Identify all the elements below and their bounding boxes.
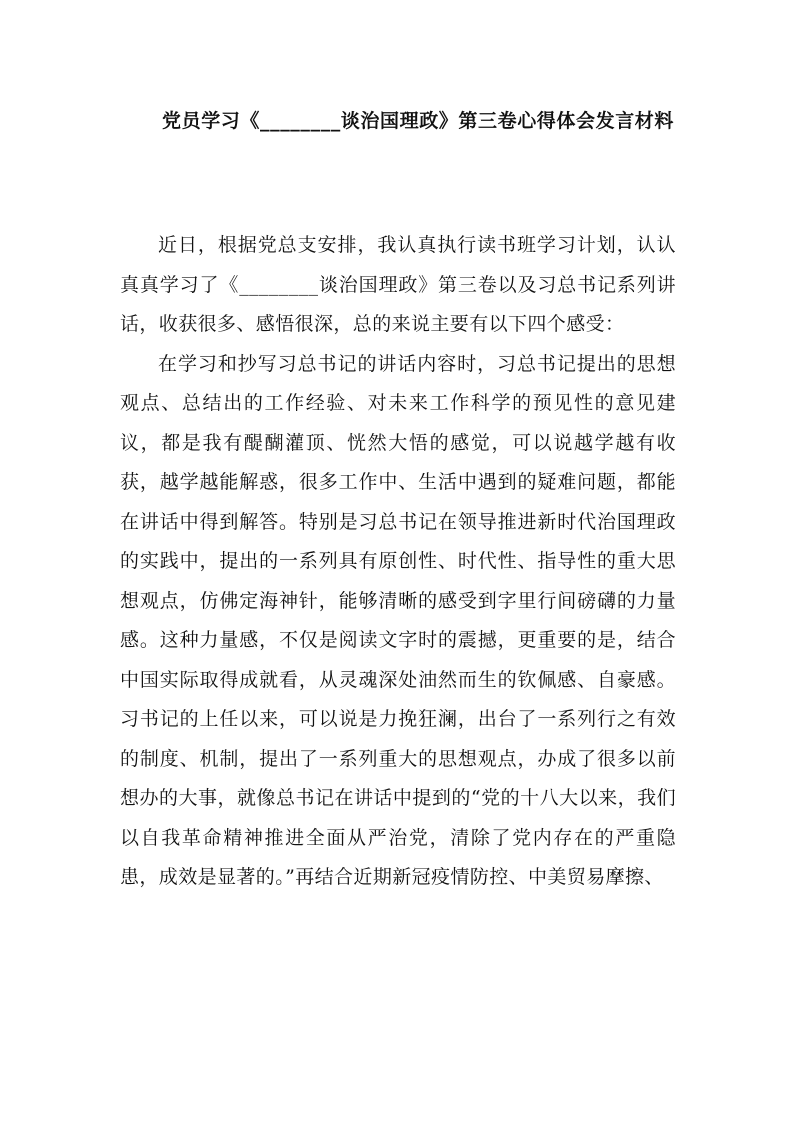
document-title: 党员学习《________谈治国理政》第三卷心得体会发言材料 (162, 110, 675, 132)
paragraph-reflection: 在学习和抄写习总书记的讲话内容时，习总书记提出的思想观点、总结出的工作经验、对未来工作科学的预见性的意见建议，都是我有醍醐灌顶、恍然大悟的感觉，可以说越学越有收获，越学越能解惑，很多工作中、生活中遇到的疑难问题，都能在讲话中得到解答。特别是习总书记在领导推进新时代治国理政的实践中，提出的一系列具有原创性、时代性、指导性的重大思想观点，仿佛定海神针，能够清晰的感受到字里行间磅礴的力量感。这种力量感，不仅是阅读文字时的震撼，更重要的是，结合中国实际取得成就看，从灵魂深处油然而生的钦佩感、自豪感。习书记的上任以来，可以说是力挽狂澜，出台了一系列行之有效的制度、机制，提出了一系列重大的思想观点，办成了很多以前想办的大事，就像总书记在讲话中提到的“党的十八大以来，我们以自我革命精神推进全面从严治党，清除了党内存在的严重隐患，成效是显著的。”再结合近期新冠疫情防控、中美贸易摩擦、 (120, 352, 676, 888)
document-body (120, 226, 676, 898)
paragraph-intro: 近日，根据党总支安排，我认真执行读书班学习计划，认认真真学习了《________谈治国理政》第三卷以及习总书记系列讲话，收获很多、感悟很深，总的来说主要有以下四个感受： (120, 234, 676, 335)
